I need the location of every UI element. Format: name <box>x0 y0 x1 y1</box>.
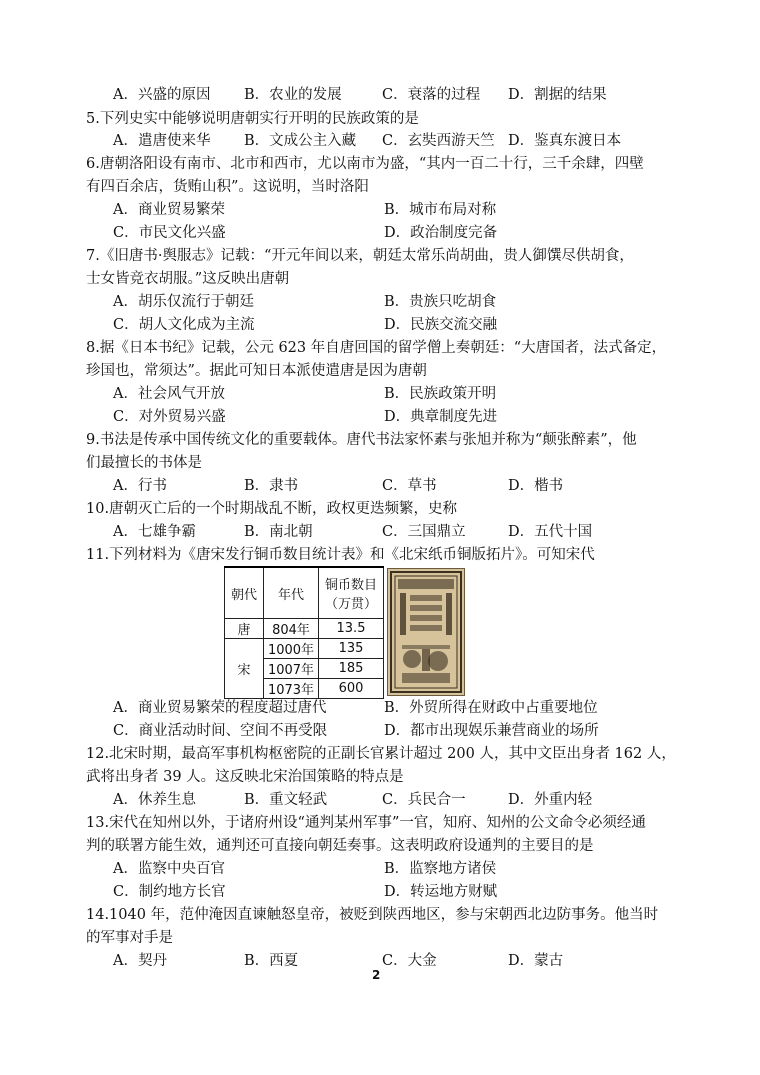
answer-option[interactable]: D．五代十国 <box>508 524 593 540</box>
answer-option[interactable]: D．民族交流交融 <box>384 317 498 333</box>
answer-option[interactable]: D．割据的结果 <box>508 87 607 103</box>
cell-amount: 185 <box>319 659 384 679</box>
answer-options <box>0 720 760 742</box>
answer-option[interactable]: A．监察中央百官 <box>113 861 225 877</box>
question-stem-text: 12.北宋时期，最高军事机构枢密院的正副长官累计超过 200 人，其中文臣出身者 162 人， <box>86 746 676 762</box>
answer-options <box>0 222 760 244</box>
answer-options <box>0 314 760 336</box>
cell-year: 804年 <box>264 619 319 639</box>
question-stem <box>0 544 760 566</box>
answer-options <box>0 697 760 719</box>
question-stem <box>0 245 760 267</box>
question-stem-text: 8.据《日本书纪》记载，公元 623 年自唐回国的留学僧上奏朝廷：“大唐国者，法式备定， <box>86 340 667 356</box>
question-stem-text: 士女皆竞衣胡服。”这反映出唐朝 <box>86 271 290 287</box>
answer-option[interactable]: B．南北朝 <box>244 524 313 540</box>
answer-option[interactable]: C．衰落的过程 <box>382 87 481 103</box>
question-stem-text: 14.1040 年，范仲淹因直谏触怒皇帝，被贬到陕西地区，参与宋朝西北边防事务。他当时 <box>86 907 659 923</box>
answer-option[interactable]: C．大金 <box>382 953 437 969</box>
question-stem <box>0 108 760 130</box>
answer-option[interactable]: C．兵民合一 <box>382 792 466 808</box>
page-number: 2 <box>372 968 381 982</box>
answer-option[interactable]: A．休养生息 <box>113 792 196 808</box>
answer-option[interactable]: A．商业贸易繁荣 <box>113 202 225 218</box>
answer-options <box>0 521 760 543</box>
question-stem-text: 13.宋代在知州以外，于诸府州设“通判某州军事”一官，知府、知州的公文命令必须经通 <box>86 815 646 831</box>
answer-option[interactable]: B．民族政策开明 <box>384 386 497 402</box>
question-stem-text: 7.《旧唐书·舆服志》记载：“开元年间以来，朝廷太常乐尚胡曲，贵人御馔尽供胡食， <box>86 248 634 264</box>
question-stem <box>0 153 760 175</box>
answer-option[interactable]: B．贵族只吃胡食 <box>384 294 497 310</box>
cell-amount: 135 <box>319 639 384 659</box>
answer-options <box>0 881 760 903</box>
question-stem <box>0 812 760 834</box>
question-stem <box>0 452 760 474</box>
answer-option[interactable]: D．典章制度先进 <box>384 409 498 425</box>
answer-option[interactable]: B．外贸所得在财政中占重要地位 <box>384 700 598 716</box>
answer-options <box>0 84 760 106</box>
question-stem <box>0 927 760 949</box>
header-amount: 铜币数目 （万贯） <box>319 567 384 619</box>
cell-dynasty: 宋 <box>225 639 264 699</box>
answer-options <box>0 475 760 497</box>
answer-options <box>0 789 760 811</box>
answer-options <box>0 199 760 221</box>
answer-options <box>0 383 760 405</box>
question-stem-text: 10.唐朝灭亡后的一个时期战乱不断，政权更迭频繁，史称 <box>86 501 458 517</box>
answer-option[interactable]: C．胡人文化成为主流 <box>113 317 255 333</box>
answer-option[interactable]: B．文成公主入藏 <box>244 133 357 149</box>
question-stem-text: 珍国也，常须达”。据此可知日本派使遣唐是因为唐朝 <box>86 363 427 379</box>
answer-option[interactable]: C．草书 <box>382 478 437 494</box>
question-stem-text: 5.下列史实中能够说明唐朝实行开明的民族政策的是 <box>86 111 419 127</box>
answer-option[interactable]: A．契丹 <box>113 953 167 969</box>
answer-option[interactable]: B．监察地方诸侯 <box>384 861 497 877</box>
answer-option[interactable]: D．转运地方财赋 <box>384 884 498 900</box>
answer-option[interactable]: A．七雄争霸 <box>113 524 196 540</box>
answer-option[interactable]: A．社会风气开放 <box>113 386 225 402</box>
answer-option[interactable]: C．对外贸易兴盛 <box>113 409 226 425</box>
question-stem <box>0 743 760 765</box>
question-stem-text: 武将出身者 39 人。这反映北宋治国策略的特点是 <box>86 769 404 785</box>
answer-option[interactable]: B．西夏 <box>244 953 299 969</box>
cell-amount: 13.5 <box>319 619 384 639</box>
question-stem-text: 9.书法是传承中国传统文化的重要载体。唐代书法家怀素与张旭并称为“颠张醉素”，他 <box>86 432 637 448</box>
header-dynasty: 朝代 <box>225 567 264 619</box>
question-stem <box>0 429 760 451</box>
answer-option[interactable]: B．重文轻武 <box>244 792 328 808</box>
answer-option[interactable]: D．外重内轻 <box>508 792 593 808</box>
answer-options <box>0 130 760 152</box>
answer-option[interactable]: A．行书 <box>113 478 167 494</box>
answer-options <box>0 291 760 313</box>
answer-option[interactable]: C．制约地方长官 <box>113 884 226 900</box>
answer-option[interactable]: B．农业的发展 <box>244 87 342 103</box>
question-stem <box>0 766 760 788</box>
answer-option[interactable]: D．政治制度完备 <box>384 225 498 241</box>
question-stem-text: 11.下列材料为《唐宋发行铜币数目统计表》和《北宋纸币铜版拓片》。可知宋代 <box>86 547 595 563</box>
question-stem <box>0 268 760 290</box>
answer-option[interactable]: C．市民文化兴盛 <box>113 225 226 241</box>
question-stem-text: 判的联署方能生效，通判还可直接向朝廷奏事。这表明政府设通判的主要目的是 <box>86 838 594 854</box>
question-stem <box>0 498 760 520</box>
question-stem-text: 6.唐朝洛阳设有南市、北市和西市，尤以南市为盛，“其内一百二十行，三千余肆，四壁 <box>86 156 644 172</box>
answer-option[interactable]: A．遣唐使来华 <box>113 133 211 149</box>
answer-option[interactable]: C．商业活动时间、空间不再受限 <box>113 723 328 739</box>
cell-year: 1000年 <box>264 639 319 659</box>
banknote-rubbing-image <box>387 568 465 696</box>
answer-options <box>0 406 760 428</box>
answer-option[interactable]: A．胡乐仅流行于朝廷 <box>113 294 254 310</box>
cell-dynasty: 唐 <box>225 619 264 639</box>
answer-option[interactable]: A．商业贸易繁荣的程度超过唐代 <box>113 700 327 716</box>
answer-option[interactable]: D．蒙古 <box>508 953 564 969</box>
answer-option[interactable]: C．三国鼎立 <box>382 524 466 540</box>
question-stem-text: 有四百余店，货贿山积”。这说明，当时洛阳 <box>86 179 369 195</box>
cell-amount: 600 <box>319 679 384 699</box>
question-stem <box>0 904 760 926</box>
answer-option[interactable]: D．楷书 <box>508 478 564 494</box>
coin-statistics-table <box>224 566 384 699</box>
question-stem-text: 的军事对手是 <box>86 930 173 946</box>
answer-options <box>0 858 760 880</box>
cell-year: 1007年 <box>264 659 319 679</box>
question-stem <box>0 176 760 198</box>
question-stem-text: 们最擅长的书体是 <box>86 455 202 471</box>
answer-option[interactable]: B．城市布局对称 <box>384 202 497 218</box>
cell-year: 1073年 <box>264 679 319 699</box>
answer-option[interactable]: B．隶书 <box>244 478 299 494</box>
answer-option[interactable]: A．兴盛的原因 <box>113 87 211 103</box>
answer-option[interactable]: D．鉴真东渡日本 <box>508 133 622 149</box>
question-stem <box>0 835 760 857</box>
question-stem <box>0 360 760 382</box>
question-stem <box>0 337 760 359</box>
header-year: 年代 <box>264 567 319 619</box>
answer-option[interactable]: D．都市出现娱乐兼营商业的场所 <box>384 723 599 739</box>
answer-option[interactable]: C．玄奘西游天竺 <box>382 133 495 149</box>
